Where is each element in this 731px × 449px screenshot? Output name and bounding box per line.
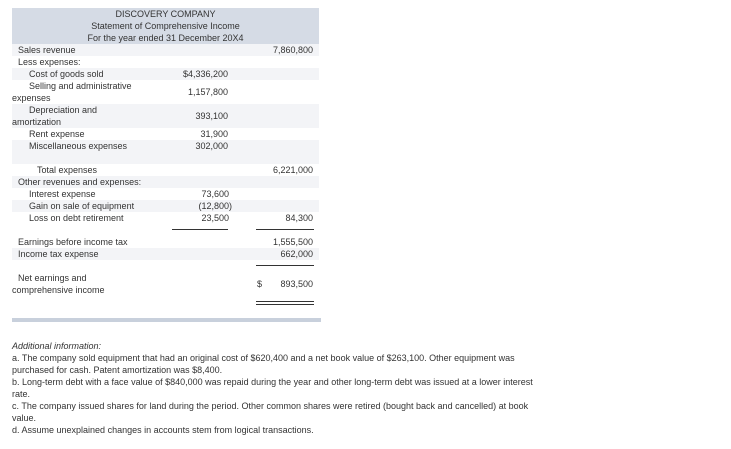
sga-amount: 1,157,800 [187,87,228,97]
note-b-line2: rate. [12,389,31,399]
sga-label-line2: expenses [12,93,51,103]
sga-label-line1: Selling and administrative [29,81,132,91]
double-rule-bottom [256,304,314,305]
net-earnings-dollar: $ [257,279,263,289]
loss-total: 84,300 [285,213,313,223]
interest-amount: 73,600 [201,189,229,199]
depreciation-amount: 393,100 [195,111,228,121]
depreciation-row [12,104,319,128]
misc-label: Miscellaneous expenses [29,141,128,151]
sga-row [12,80,319,104]
tax-row [12,248,319,260]
gain-label: Gain on sale of equipment [29,201,135,211]
loss-row [12,212,319,224]
cogs-label: Cost of goods sold [29,69,104,79]
note-a-line1: a. The company sold equipment that had an original cost of $620,400 and a net book value of $263,100. Other equipment was [12,353,515,363]
net-earnings-total: 893,500 [280,279,313,289]
blank-row-1 [12,152,319,164]
subtotal-rule-4 [256,265,314,266]
less-expenses-row [12,56,319,68]
gain-amount: (12,800) [198,201,232,211]
depreciation-label-line1: Depreciation and [29,105,98,115]
note-d-line1: d. Assume unexplained changes in accounts stem from logical transactions. [12,425,314,435]
notes-title: Additional information: [12,341,102,351]
sales-revenue-label: Sales revenue [18,45,76,55]
sales-revenue-row [12,44,319,56]
total-expenses-label: Total expenses [37,165,98,175]
interest-row [12,188,319,200]
net-earnings-label-line1: Net earnings and [18,273,87,283]
tax-label: Income tax expense [18,249,99,259]
statement-header [12,8,319,44]
note-c-line2: value. [12,413,37,423]
subtotal-rule-3 [256,229,314,230]
misc-amount: 302,000 [195,141,228,151]
note-c-line1: c. The company issued shares for land during the period. Other common shares were retired (bought back and cancelled) at book [12,401,529,411]
depreciation-label-line2: amortization [12,117,62,127]
other-rev-exp-label: Other revenues and expenses: [18,177,142,187]
loss-amount: 23,500 [201,213,229,223]
rent-label: Rent expense [29,129,85,139]
note-b-line1: b. Long-term debt with a face value of $840,000 was repaid during the year and other long-term debt was issued at a lower interest [12,377,533,387]
misc-row [12,140,319,152]
income-statement [12,8,319,295]
total-expenses-row [12,164,319,176]
subtotal-rule-2 [172,229,228,230]
other-rev-exp-row [12,176,319,188]
rent-amount: 31,900 [200,129,228,139]
total-expenses-total: 6,221,000 [272,165,313,175]
statement-title: Statement of Comprehensive Income [91,21,240,31]
ebt-total: 1,555,500 [272,237,313,247]
rent-row [12,128,319,140]
statement-period: For the year ended 31 December 20X4 [87,33,244,43]
ebt-label: Earnings before income tax [18,237,128,247]
gain-row [12,200,319,212]
statement-bottom-bar [12,318,321,322]
note-a-line2: purchased for cash. Patent amortization was $8,400. [12,365,223,375]
cogs-row [12,68,319,80]
double-rule-top [256,301,314,302]
net-earnings-label-line2: comprehensive income [12,285,105,295]
net-earnings-row [12,272,319,296]
sales-revenue-total: 7,860,800 [272,45,313,55]
ebt-row [12,236,319,248]
additional-information [12,340,632,436]
tax-total: 662,000 [280,249,313,259]
loss-label: Loss on debt retirement [29,213,124,223]
interest-label: Interest expense [29,189,96,199]
less-expenses-label: Less expenses: [18,57,81,67]
cogs-amount: $4,336,200 [182,69,228,79]
company-name: DISCOVERY COMPANY [115,9,216,19]
